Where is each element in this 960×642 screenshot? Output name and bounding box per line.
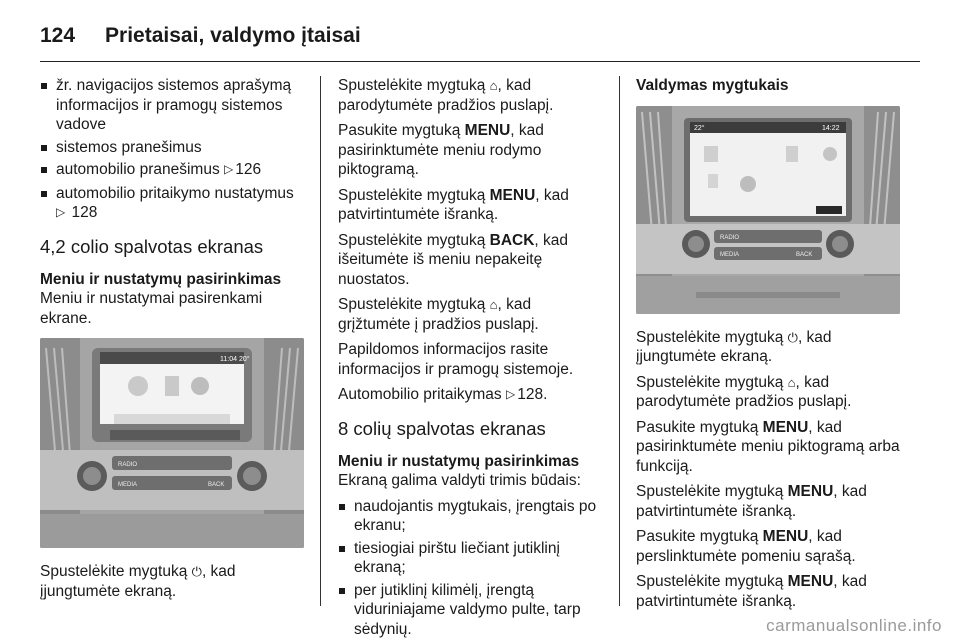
subsection-heading: Valdymas mygtukais — [636, 77, 789, 94]
ref-arrow-icon: ▷ — [506, 387, 516, 401]
column-1 — [40, 76, 306, 607]
paragraph: Papildomos informacijos rasite informacijos ir pramogų sistemoje. — [338, 341, 574, 378]
paragraph: Meniu ir nustatymai pasirenkami ekrane. — [40, 290, 263, 327]
section-heading: 4,2 colio spalvotas ekranas — [40, 235, 264, 257]
subsection-heading: Meniu ir nustatymų pasirinkimas — [40, 270, 282, 288]
page-ref[interactable]: 126 — [235, 161, 262, 178]
home-icon: ⌂ — [489, 78, 498, 93]
list-item — [40, 184, 306, 224]
home-icon: ⌂ — [787, 374, 796, 390]
subsection-heading: Meniu ir nustatymų pasirinkimas — [338, 452, 580, 470]
page-number: 124 — [40, 24, 76, 47]
page-ref[interactable]: 128. — [517, 386, 548, 403]
back-button-label: BACK — [208, 482, 225, 488]
power-icon: ⏻ — [191, 564, 202, 579]
paragraph: Spustelėkite mygtuką MENU, kad patvirtintumėte išranką. — [338, 186, 569, 223]
radio-button-label: RADIO — [118, 462, 138, 468]
list-item: sistemos pranešimus — [40, 138, 306, 158]
list-item: per jutiklinį kilimėlį, įrengtą viduriniajame valdymo pulte, tarp sėdynių. — [338, 581, 606, 640]
header-rule — [40, 61, 920, 62]
media-button-label: MEDIA — [118, 482, 138, 488]
page-ref[interactable]: 128 — [71, 204, 98, 221]
list-item-text: automobilio pranešimus — [56, 161, 220, 178]
paragraph: Spustelėkite mygtuką MENU, kad patvirtintumėte išranką. — [636, 483, 867, 520]
section-heading: 8 colių spalvotas ekranas — [338, 417, 546, 439]
column-2 — [338, 76, 606, 642]
page-title: Prietaisai, valdymo įtaisai — [105, 24, 361, 47]
paragraph: Spustelėkite mygtuką BACK, kad išeitumėte iš meniu nepakeitę nuostatos. — [338, 231, 569, 288]
paragraph: Pasukite mygtuką MENU, kad pasirinktumėte meniu piktogramą arba funkciją. — [636, 418, 900, 475]
list-item: tiesiogiai pirštu liečiant jutiklinį ekraną; — [338, 539, 606, 578]
power-icon: ⏻ — [787, 329, 798, 345]
ref-arrow-icon: ▷ — [224, 162, 234, 176]
list-item: žr. navigacijos sistemos aprašymą informacijos ir pramogų sistemos vadove — [40, 76, 306, 135]
paragraph: Pasukite mygtuką MENU, kad pasirinktumėte meniu rodymo piktogramą. — [338, 122, 544, 178]
paragraph: Pasukite mygtuką MENU, kad perslinktumėte pomeniu sąrašą. — [636, 528, 856, 565]
dashboard-photo-4-2-inch — [40, 338, 304, 548]
paragraph: Spustelėkite mygtuką ⏻, kad įjungtumėte ekraną. — [636, 328, 832, 365]
media-button-label: MEDIA — [720, 251, 740, 258]
dashboard-photo-8-inch — [636, 106, 900, 314]
column-divider-1 — [320, 76, 321, 606]
paragraph: Spustelėkite mygtuką ⌂, kad parodytumėte pradžios puslapį. — [338, 77, 554, 114]
column-divider-2 — [619, 76, 620, 606]
page-header — [40, 18, 361, 54]
screen-clock: 14:22 — [822, 124, 840, 132]
home-icon: ⌂ — [489, 297, 498, 312]
back-button-label: BACK — [796, 251, 813, 258]
column-3 — [636, 76, 908, 617]
list-item — [40, 160, 306, 181]
paragraph: Automobilio pritaikymas ▷ 128. — [338, 386, 548, 403]
radio-button-label: RADIO — [720, 234, 740, 241]
paragraph: Spustelėkite mygtuką MENU, kad patvirtintumėte išranką. — [636, 573, 867, 610]
watermark: carmanualsonline.info — [766, 616, 942, 635]
ref-arrow-icon: ▷ — [56, 205, 66, 219]
dashboard-illustration — [636, 106, 900, 314]
list-item-text: automobilio pritaikymo nustatymus — [56, 184, 294, 202]
dashboard-illustration — [40, 338, 304, 548]
paragraph: Spustelėkite mygtuką ⏻, kad įjungtumėte ekraną. — [40, 563, 236, 600]
screen-clock: 11:04 20° — [220, 356, 250, 363]
paragraph: Spustelėkite mygtuką ⌂, kad parodytumėte pradžios puslapį. — [636, 373, 852, 410]
list-item: naudojantis mygtukais, įrengtais po ekranu; — [338, 497, 606, 536]
paragraph: Ekraną galima valdyti trimis būdais: — [338, 472, 581, 489]
paragraph: Spustelėkite mygtuką ⌂, kad grįžtumėte į pradžios puslapį. — [338, 296, 539, 333]
screen-temperature: 22° — [694, 124, 705, 132]
